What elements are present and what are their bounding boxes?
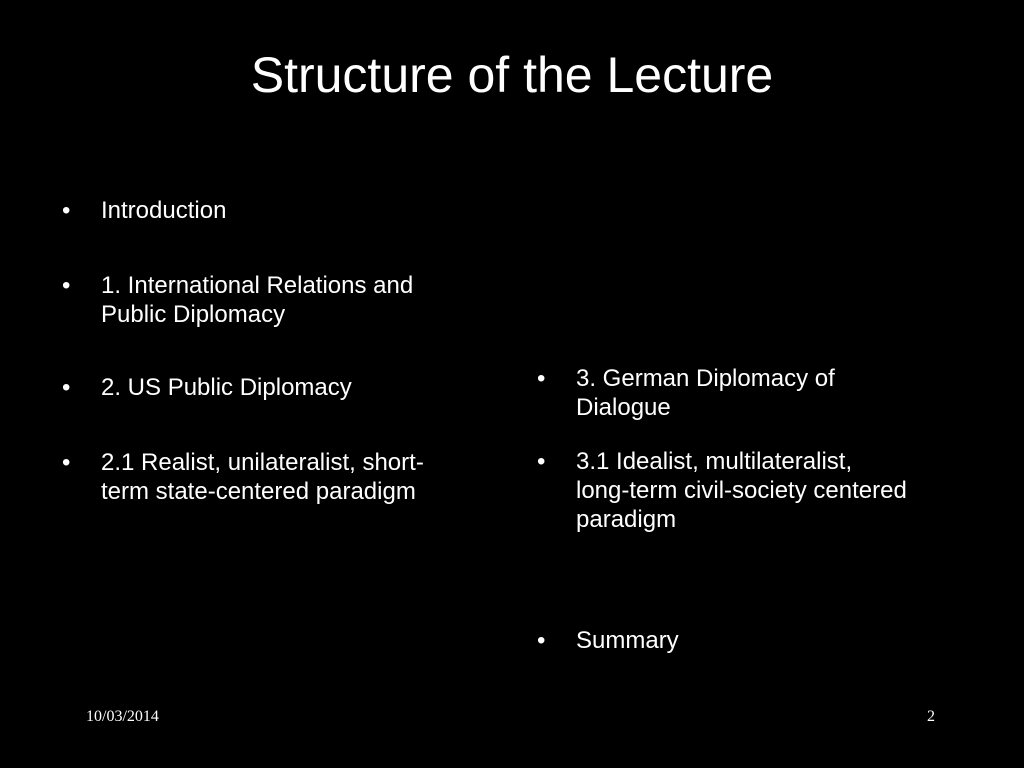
bullet-icon: • <box>62 272 71 299</box>
list-item <box>62 271 492 329</box>
list-item <box>537 364 997 422</box>
list-item-text: Summary <box>576 627 679 654</box>
list-item-text: 2.1 Realist, unilateralist, short- term state-centered paradigm <box>101 449 424 505</box>
list-item-text: Introduction <box>101 197 227 224</box>
list-item <box>62 373 492 402</box>
footer-date: 10/03/2014 <box>86 708 159 725</box>
page-number: 2 <box>927 708 935 725</box>
bullet-icon: • <box>537 365 546 392</box>
list-item-text: 1. International Relations and Public Diplomacy <box>101 272 414 328</box>
bullet-icon: • <box>62 449 71 476</box>
list-item <box>62 196 492 225</box>
bullet-icon: • <box>62 197 71 224</box>
left-bullet-list <box>62 196 492 552</box>
bullet-icon: • <box>537 448 546 475</box>
list-item <box>537 626 997 655</box>
list-item-text: 2. US Public Diplomacy <box>101 374 352 401</box>
list-item-text: 3.1 Idealist, multilateralist, long-term civil-society centered paradigm <box>576 448 907 533</box>
bullet-icon: • <box>62 374 71 401</box>
list-item <box>537 447 997 534</box>
right-bullet-list <box>537 364 997 655</box>
list-item <box>62 448 492 506</box>
slide-title: Structure of the Lecture <box>250 47 774 103</box>
bullet-icon: • <box>537 627 546 654</box>
list-item-text: 3. German Diplomacy of Dialogue <box>576 365 835 421</box>
